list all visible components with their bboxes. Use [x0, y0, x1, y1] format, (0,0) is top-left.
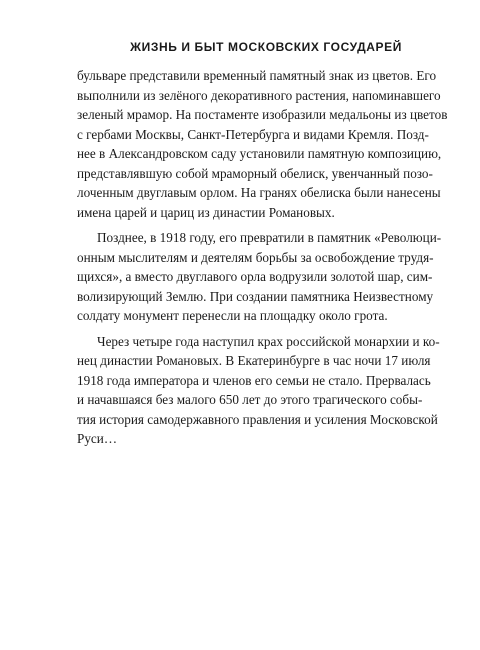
text-line: с гербами Москвы, Санкт-Петербурга и видами Кремля. Позд-	[77, 126, 429, 142]
text-line: нее в Александровском саду установили памятную композицию,	[77, 146, 442, 161]
text-line: нец династии Романовых. В Екатеринбурге в час ночи 17 июля	[77, 353, 431, 368]
text-line: представлявшую собой мраморный обелиск, увенчанный позо-	[77, 165, 433, 181]
text-line: и начавшаяся без малого 650 лет до этого трагического собы-	[77, 392, 423, 407]
text-line: Через четыре года наступил крах российской монархии и ко-	[97, 333, 440, 349]
text-line: щихся», а вместо двуглавого орла водрузили золотой шар, сим-	[77, 269, 433, 284]
text-line: имена царей и цариц из династии Романовых.	[77, 204, 335, 220]
text-line: онным мыслителям и деятелям борьбы за освобождение трудя-	[77, 249, 434, 265]
paragraph-1	[77, 66, 448, 222]
text-line: бульваре представили временный памятный знак из цветов. Его	[77, 68, 437, 83]
body-text	[77, 66, 448, 449]
text-line: выполнили из зелёного декоративного растения, напоминавшего	[77, 87, 441, 103]
text-line: солдату монумент перенесли на площадку около грота.	[77, 308, 388, 323]
running-head: ЖИЗНЬ И БЫТ МОСКОВСКИХ ГОСУДАРЕЙ	[130, 40, 402, 54]
text-line: Руси…	[77, 431, 118, 446]
paragraph-3	[77, 332, 440, 449]
text-line: лоченным двуглавым орлом. На гранях обелиска были нанесены	[77, 185, 441, 200]
text-line: 1918 года императора и членов его семьи не стало. Прервалась	[77, 372, 431, 388]
text-line: Позднее, в 1918 году, его превратили в памятник «Революци-	[97, 230, 442, 245]
text-line: тия история самодержавного правления и усиления Московской	[77, 411, 438, 427]
paragraph-2	[77, 228, 442, 326]
text-line: волизирующий Землю. При создании памятника Неизвестному	[77, 288, 434, 304]
text-line: зеленый мрамор. На постаменте изобразили медальоны из цветов	[77, 107, 448, 122]
